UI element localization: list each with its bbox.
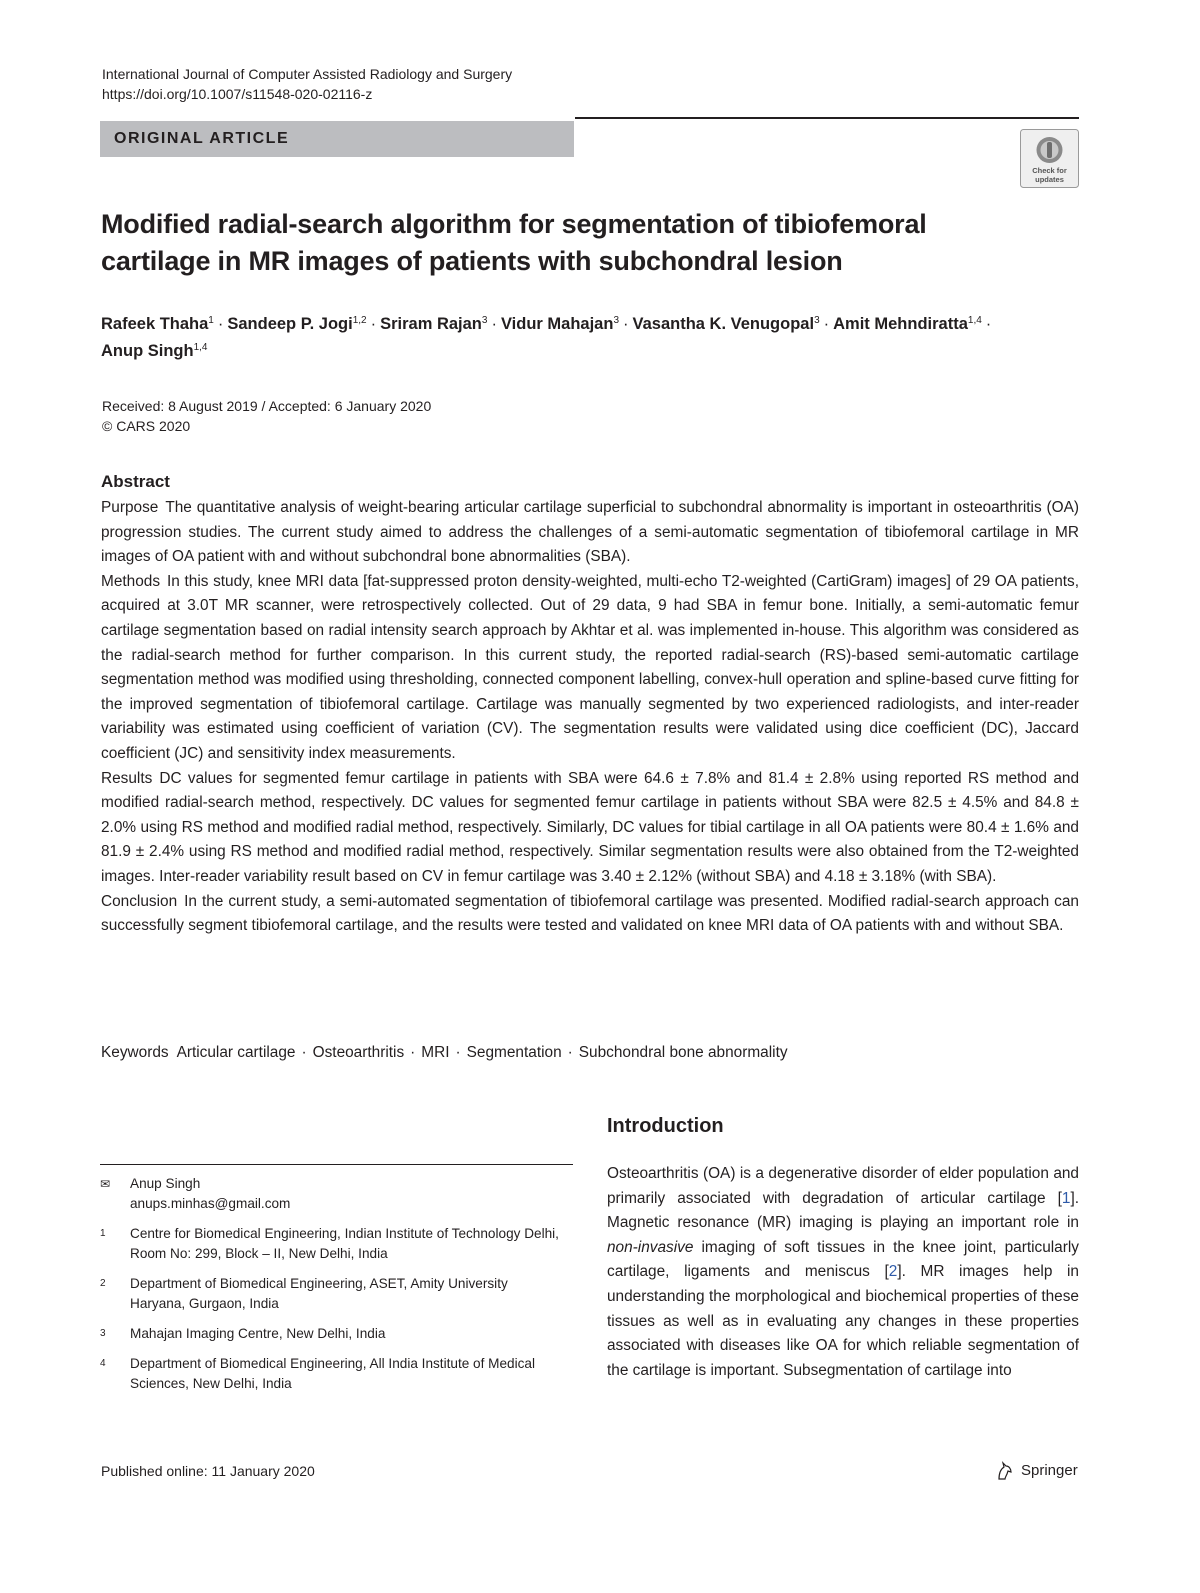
springer-horse-icon: [995, 1461, 1015, 1481]
affiliation: 1 Centre for Biomedical Engineering, Indian Institute of Technology Delhi, Room No: 299, Block – II, New Delhi, India: [100, 1226, 559, 1261]
abstract-heading: Abstract: [101, 472, 170, 491]
title-line-2: cartilage in MR images of patients with subchondral lesion: [101, 246, 843, 276]
affiliation: 3 Mahajan Imaging Centre, New Delhi, India: [100, 1324, 560, 1344]
keyword[interactable]: MRI: [421, 1044, 450, 1061]
author-separator: ·: [491, 315, 497, 333]
author[interactable]: Anup Singh$^{1,4}$: [101, 342, 208, 360]
badge-line2: updates: [1035, 175, 1064, 184]
copyright: © CARS 2020: [102, 418, 191, 434]
doi-link[interactable]: https://doi.org/10.1007/s11548-020-02116-z: [102, 86, 373, 102]
methods-label: Methods: [101, 572, 161, 590]
keyword-list: [177, 1044, 788, 1061]
corresponding-author: [100, 1174, 560, 1214]
keyword-separator: ·: [567, 1044, 573, 1061]
check-for-updates-icon: [1020, 129, 1079, 188]
author-separator: ·: [217, 315, 224, 333]
abstract-purpose: Purpose The quantitative analysis of weight-bearing articular cartilage superficial to subchondral abnormality is important in osteoarthritis (OA) progression studies. The current study aimed to address the challenges of a semi-automatic segmentation of tibiofemoral cartilage in MR images of OA patient with and without subchondral bone abnormalities (SBA).: [101, 499, 1079, 566]
author[interactable]: Amit Mehndiratta$^{1,4}$: [833, 315, 982, 333]
header-rule: [575, 117, 1079, 119]
article-type-banner: ORIGINAL ARTICLE: [100, 121, 574, 157]
author-separator: ·: [823, 315, 830, 333]
keyword-separator: ·: [455, 1044, 461, 1061]
author[interactable]: Vasantha K. Venugopal$^3$: [632, 315, 820, 333]
keyword[interactable]: Articular cartilage: [176, 1044, 296, 1061]
keyword[interactable]: Subchondral bone abnormality: [578, 1044, 788, 1061]
paper-title: [101, 206, 1061, 280]
received-accepted: Received: 8 August 2019 / Accepted: 6 January 2020: [102, 398, 432, 414]
citation-link[interactable]: 2: [888, 1263, 898, 1281]
introduction-text: Osteoarthritis (OA) is a degenerative disorder of elder population and primarily associated with degradation of articular cartilage [1]. Magnetic resonance (MR) imaging is playing an important role in non-invasive imaging of soft tissues in the knee joint, particularly cartilage, ligaments and meniscus [2]. MR images help in understanding the morphological and biochemical properties of these tissues as well as in evaluating any changes in these properties associated with diseases like OA for which reliable segmentation of the cartilage is important. Subsegmentation of cartilage into: [607, 1165, 1079, 1379]
author[interactable]: Sandeep P. Jogi$^{1,2}$: [227, 315, 367, 333]
publisher-name: Springer: [1021, 1462, 1078, 1479]
article-dates: [102, 396, 431, 436]
purpose-label: Purpose: [101, 499, 159, 516]
envelope-icon: ✉: [100, 1177, 111, 1191]
keywords: [101, 1041, 1079, 1065]
published-date: Published online: 11 January 2020: [101, 1463, 315, 1479]
abstract-section: [101, 470, 1079, 939]
keyword-separator: ·: [410, 1044, 416, 1061]
footnote-rule: [100, 1164, 573, 1165]
abstract-conclusion: Conclusion In the current study, a semi-automated segmentation of tibiofemoral cartilage was presented. Modified radial-search approach can successfully segment tibiofemoral cartilage, and the results were tested and validated on knee MRI data of OA patients with and without SBA.: [101, 892, 1079, 935]
title-line-1: Modified radial-search algorithm for segmentation of tibiofemoral: [101, 209, 927, 239]
publisher-logo[interactable]: [995, 1460, 1078, 1482]
affiliation-number: 1: [100, 1228, 106, 1239]
badge-line1: Check for: [1032, 166, 1067, 175]
author-separator: ·: [623, 315, 629, 333]
corresponding-email[interactable]: anups.minhas@gmail.com: [130, 1196, 291, 1211]
author[interactable]: Rafeek Thaha$^1$: [101, 315, 214, 333]
author-separator: ·: [985, 315, 992, 333]
conclusion-label: Conclusion: [101, 892, 178, 910]
keyword-separator: ·: [301, 1044, 307, 1061]
corresponding-name: Anup Singh: [130, 1176, 201, 1191]
author[interactable]: Sriram Rajan$^3$: [380, 315, 488, 333]
author-separator: ·: [370, 315, 377, 333]
affiliation: 4 Department of Biomedical Engineering, All India Institute of Medical Sciences, New Delhi, India: [100, 1356, 536, 1391]
affiliation-number: 4: [100, 1358, 106, 1369]
affiliation-number: 3: [100, 1328, 106, 1339]
footnotes: [100, 1174, 560, 1404]
journal-header: [102, 64, 512, 104]
affiliation-number: 2: [100, 1278, 106, 1289]
results-label: Results: [101, 769, 153, 787]
check-for-updates-badge[interactable]: [1020, 129, 1079, 188]
abstract-results: Results DC values for segmented femur cartilage in patients with SBA were 64.6 ± 7.8% and 81.4 ± 2.8% using reported RS method and modified radial-search method, respectively. DC values for segmented femur cartilage in patients without SBA were 82.5 ± 4.5% and 84.8 ± 2.0% using RS method and modified radial method, respectively. Similarly, DC values for tibial cartilage in all OA patients were 80.4 ± 1.6% and 81.9 ± 2.4% using RS method and modified radial method, respectively. Similar segmentation results were also obtained from the T2-weighted images. Inter-reader variability result based on CV in femur cartilage was 3.40 ± 2.12% (without SBA) and 4.18 ± 3.18% (with SBA).: [101, 769, 1079, 885]
author[interactable]: Vidur Mahajan$^3$: [500, 315, 619, 333]
abstract-methods: Methods In this study, knee MRI data [fat-suppressed proton density-weighted, multi-echo T2-weighted (CartiGram) images] of 29 OA patients, acquired at 3.0T MR scanner, were retrospectively collected. Out of 29 data, 9 had SBA in femur bone. Initially, a semi-automatic femur cartilage segmentation based on radial intensity search approach by Akhtar et al. was implemented in-house. This algorithm was considered as the radial-search method for further comparison. In this current study, the reported radial-search (RS)-based semi-automatic cartilage segmentation method was modified using thresholding, connected component labelling, convex-hull operation and spline-based curve fitting for the improved segmentation of tibiofemoral cartilage. Cartilage was manually segmented by two experienced radiologists, and inter-reader variability was estimated using coefficient of variation (CV). The segmentation results were validated using dice coefficient (DC), Jaccard coefficient (JC) and sensitivity index measurements.: [101, 572, 1079, 762]
citation-link[interactable]: 1: [1061, 1189, 1071, 1207]
journal-name: International Journal of Computer Assisted Radiology and Surgery: [102, 66, 513, 82]
keyword[interactable]: Segmentation: [466, 1044, 562, 1061]
introduction-heading: Introduction: [607, 1115, 724, 1137]
keyword[interactable]: Osteoarthritis: [312, 1044, 405, 1061]
emphasis: non-invasive: [607, 1238, 694, 1256]
affiliation: 2 Department of Biomedical Engineering, ASET, Amity University Haryana, Gurgaon, India: [100, 1276, 508, 1311]
author-list: [101, 311, 1101, 365]
keywords-label: Keywords: [101, 1044, 169, 1061]
